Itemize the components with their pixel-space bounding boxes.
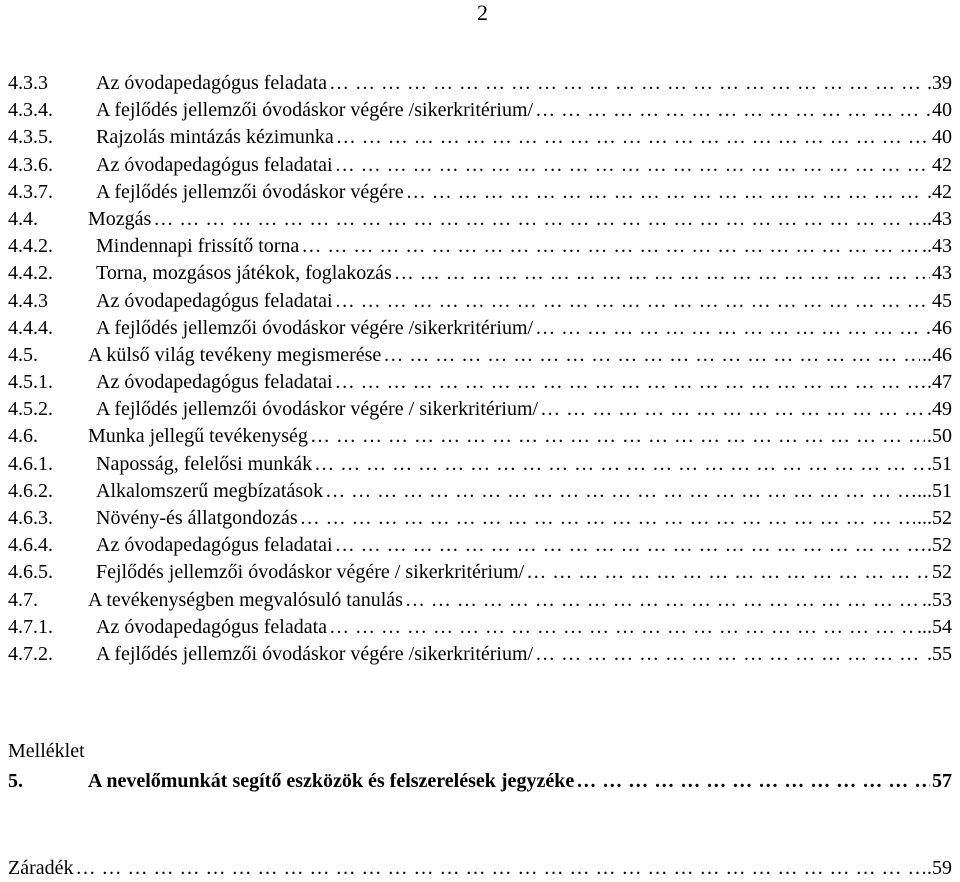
toc-entry-title: Alkalomszerű megbízatások bbox=[96, 479, 324, 502]
toc-entry[interactable] bbox=[8, 478, 952, 505]
toc-entry-number: 4.6. bbox=[8, 425, 38, 448]
toc-leader bbox=[535, 97, 930, 124]
toc-entry-page: .47 bbox=[927, 371, 952, 394]
toc-entry-title: Naposság, felelősi munkák bbox=[96, 452, 313, 475]
toc-entry-title: A fejlődés jellemzői óvodáskor végére /sikerkritérium/ bbox=[96, 642, 534, 665]
toc-entry[interactable] bbox=[8, 260, 952, 287]
toc-entry[interactable] bbox=[8, 97, 952, 124]
toc-entry-title: Mindennapi frissítő torna bbox=[96, 235, 300, 258]
toc-entry-title: Rajzolás mintázás kézimunka bbox=[96, 126, 334, 149]
toc-entry-page: .55 bbox=[927, 642, 952, 665]
toc-entry-number: 4.7.2. bbox=[8, 642, 53, 665]
toc-entry-number: 4.6.5. bbox=[8, 561, 53, 584]
toc-entry-number: 4.4.4. bbox=[8, 316, 53, 339]
toc-entry-page: .59 bbox=[927, 857, 952, 879]
toc-entry-title: Záradék bbox=[8, 857, 74, 879]
toc-leader bbox=[335, 288, 930, 315]
toc-entry[interactable] bbox=[8, 70, 952, 97]
toc-entry-number: 4.3.3 bbox=[8, 72, 48, 94]
toc-entry-title: A fejlődés jellemzői óvodáskor végére /sikerkritérium/ bbox=[96, 316, 534, 339]
toc-leader bbox=[335, 152, 930, 179]
toc-entry-title: A fejlődés jellemzői óvodáskor végére / sikerkritérium/ bbox=[96, 398, 539, 421]
toc-entry[interactable] bbox=[8, 206, 952, 233]
toc-entry-page: ..53 bbox=[922, 588, 952, 611]
toc-entry[interactable] bbox=[8, 179, 952, 206]
toc-entry-title: Mozgás bbox=[88, 207, 152, 230]
toc-entry-page: ...52 bbox=[917, 507, 952, 529]
toc-entry-title: Munka jellegű tevékenység bbox=[88, 425, 308, 448]
toc-leader bbox=[383, 342, 920, 369]
toc-leader bbox=[405, 587, 920, 614]
toc-entry-number: 4.3.7. bbox=[8, 180, 53, 203]
toc-leader bbox=[406, 179, 925, 206]
toc-leader bbox=[535, 641, 925, 668]
toc-entry-page: .42 bbox=[927, 180, 952, 203]
toc-leader bbox=[314, 451, 925, 478]
toc-entry-page: .39 bbox=[927, 72, 952, 94]
toc-entry-title: A külső világ tevékeny megismerése bbox=[88, 343, 382, 366]
toc-entry[interactable] bbox=[8, 152, 952, 179]
toc-entry-page: ..43 bbox=[922, 207, 952, 230]
toc-entry-title: Az óvodapedagógus feladatai bbox=[96, 289, 333, 312]
toc-entry-title: Az óvodapedagógus feladatai bbox=[96, 534, 333, 557]
toc-entry[interactable] bbox=[8, 423, 952, 450]
toc-entry[interactable] bbox=[8, 559, 952, 586]
toc-leader bbox=[336, 124, 930, 151]
toc-leader bbox=[335, 369, 925, 396]
toc-entry-title: Fejlődés jellemzői óvodáskor végére / sikerkritérium/ bbox=[96, 561, 525, 584]
toc-entry-number: 4.5.1. bbox=[8, 371, 53, 394]
toc-entry-title: Az óvodapedagógus feladatai bbox=[96, 371, 333, 394]
table-of-contents bbox=[8, 70, 952, 668]
toc-entry[interactable] bbox=[8, 505, 952, 532]
toc-entry-title: Az óvodapedagógus feladata bbox=[96, 72, 328, 94]
toc-leader bbox=[576, 768, 930, 795]
toc-entry-title: Az óvodapedagógus feladata bbox=[96, 615, 328, 638]
toc-entry-page: 43 bbox=[932, 262, 952, 285]
toc-entry[interactable] bbox=[8, 614, 952, 641]
toc-entry-page: 40 bbox=[932, 99, 952, 122]
toc-entry[interactable] bbox=[8, 369, 952, 396]
toc-leader bbox=[325, 478, 915, 505]
toc-entry[interactable] bbox=[8, 587, 952, 614]
toc-entry-page: .51 bbox=[927, 452, 952, 475]
toc-entry-title: A fejlődés jellemzői óvodáskor végére bbox=[96, 180, 404, 203]
toc-entry[interactable] bbox=[8, 315, 952, 342]
toc-leader bbox=[153, 206, 920, 233]
toc-entry-title: A tevékenységben megvalósuló tanulás bbox=[88, 588, 403, 611]
toc-entry-page: .50 bbox=[927, 425, 952, 448]
toc-entry-number: 4.4.3 bbox=[8, 289, 48, 312]
toc-entry-number: 4.4.2. bbox=[8, 262, 53, 285]
toc-entry[interactable] bbox=[8, 451, 952, 478]
closing-entry[interactable] bbox=[8, 855, 952, 882]
toc-entry-title: A nevelőmunkát segítő eszközök és felszerelések jegyzéke bbox=[88, 770, 575, 792]
toc-entry-page: 52 bbox=[932, 561, 952, 584]
toc-entry[interactable] bbox=[8, 342, 952, 369]
toc-entry-title: A fejlődés jellemzői óvodáskor végére /sikerkritérium/ bbox=[96, 99, 534, 122]
toc-entry-page: 46 bbox=[932, 316, 952, 339]
toc-leader bbox=[301, 233, 920, 260]
toc-entry-number: 4.4.2. bbox=[8, 235, 53, 258]
toc-entry-number: 5. bbox=[8, 770, 23, 792]
toc-entry-number: 4.6.3. bbox=[8, 507, 53, 529]
toc-entry-number: 4.6.2. bbox=[8, 479, 53, 502]
toc-entry[interactable] bbox=[8, 396, 952, 423]
appendix-entry[interactable] bbox=[8, 768, 952, 795]
toc-leader bbox=[394, 260, 930, 287]
toc-entry-number: 4.3.6. bbox=[8, 153, 53, 176]
toc-leader bbox=[526, 559, 930, 586]
appendix-label: Melléklet bbox=[8, 740, 85, 762]
toc-entry-title: Az óvodapedagógus feladatai bbox=[96, 153, 333, 176]
toc-entry-number: 4.3.4. bbox=[8, 99, 53, 122]
toc-leader bbox=[76, 855, 925, 882]
toc-entry-page: .52 bbox=[927, 534, 952, 557]
toc-entry-number: 4.6.4. bbox=[8, 534, 53, 557]
toc-entry[interactable] bbox=[8, 641, 952, 668]
toc-entry-page: 40 bbox=[932, 126, 952, 149]
toc-entry-page: 57 bbox=[932, 770, 952, 792]
page-number: 2 bbox=[477, 0, 488, 25]
toc-leader bbox=[310, 423, 925, 450]
toc-entry-number: 4.7.1. bbox=[8, 615, 53, 638]
toc-entry-page: ...54 bbox=[917, 615, 952, 638]
toc-entry-page: ...51 bbox=[917, 479, 952, 502]
toc-entry-number: 4.6.1. bbox=[8, 452, 53, 475]
toc-leader bbox=[300, 505, 915, 532]
toc-entry[interactable] bbox=[8, 288, 952, 315]
toc-entry-number: 4.5. bbox=[8, 343, 38, 366]
toc-entry-number: 4.4. bbox=[8, 207, 38, 230]
toc-entry-number: 4.5.2. bbox=[8, 398, 53, 421]
toc-entry-number: 4.7. bbox=[8, 588, 38, 611]
toc-leader bbox=[540, 396, 925, 423]
toc-leader bbox=[335, 532, 925, 559]
toc-entry[interactable] bbox=[8, 532, 952, 559]
toc-entry[interactable] bbox=[8, 233, 952, 260]
toc-entry-page: ..43 bbox=[922, 235, 952, 258]
toc-leader bbox=[329, 614, 915, 641]
toc-entry-page: 42 bbox=[932, 153, 952, 176]
toc-leader bbox=[329, 70, 925, 97]
toc-entry[interactable] bbox=[8, 124, 952, 151]
toc-entry-page: ..46 bbox=[922, 343, 952, 366]
toc-entry-page: .49 bbox=[927, 398, 952, 421]
toc-leader bbox=[535, 315, 930, 342]
toc-entry-page: 45 bbox=[932, 289, 952, 312]
toc-entry-number: 4.3.5. bbox=[8, 126, 53, 149]
toc-entry-title: Növény-és állatgondozás bbox=[96, 507, 298, 529]
toc-entry-title: Torna, mozgásos játékok, foglakozás bbox=[96, 262, 392, 285]
